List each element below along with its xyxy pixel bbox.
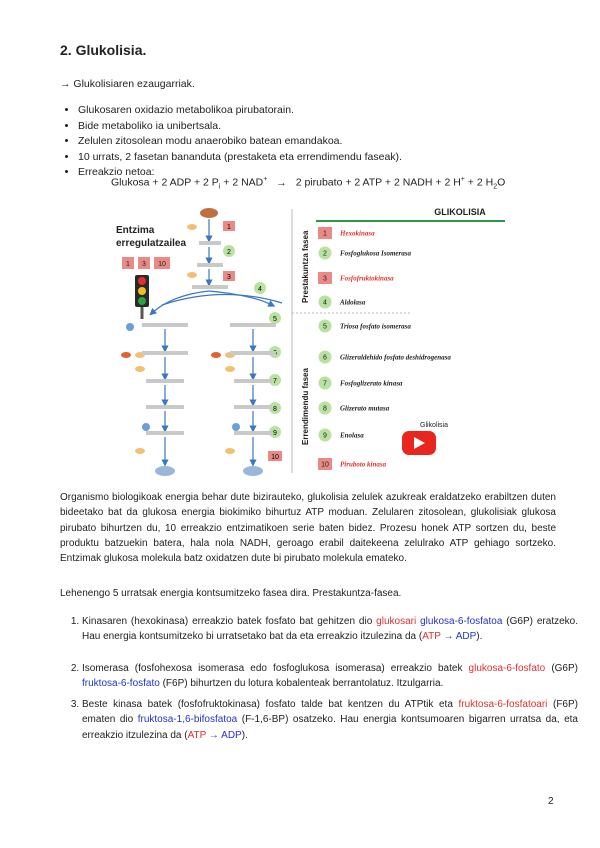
metabolite-blue: fruktosa-6-fosfato — [82, 677, 160, 689]
metabolite-red: glukosari — [376, 616, 417, 627]
step-text: (F-1,6-BP) osatzeko. Hau energia kontsumoaren bigarren urratsa da, eta erreakzio itzulezina da ( — [82, 714, 578, 741]
eq-sup: + — [263, 176, 268, 183]
step-text: (G6P) — [545, 662, 578, 674]
step-text: Isomerasa (fosfohexosa isomerasa edo fosfoglukosa isomerasa) erreakzio batek — [82, 662, 469, 674]
enzyme-name: Triosa fosfato isomerasa — [340, 322, 411, 331]
enzyme-name: Aldolasa — [340, 298, 366, 307]
section-heading: 2. Glukolisia. — [60, 42, 147, 58]
step-text: ). — [476, 631, 483, 643]
eq-sup2: + — [460, 176, 465, 183]
eq-tail: + 2 H — [464, 176, 494, 189]
figure-title: GLIKOLISIA — [434, 207, 486, 217]
metabolite-blue: fruktosa-1,6-bifosfatoa — [137, 714, 238, 726]
list-item: • 10 urrats, 2 fasetan bananduta (prestaketa eta errendimendu faseak). — [78, 150, 402, 166]
metabolite-blue: glukosa-6-fosfatoa — [420, 616, 503, 627]
reg-box-label: 1 — [126, 261, 130, 268]
reg-box-label: 10 — [158, 261, 166, 268]
preparation-pathway — [152, 208, 282, 313]
svg-text:1: 1 — [227, 224, 231, 231]
enzyme-number: 7 — [323, 380, 327, 388]
step-text: (G6P) eratzeko. Hau energia kontsumitzeko bi urratsetako bat da eta erreakzio itzulezina da ( — [82, 616, 578, 643]
enzyme-number: 10 — [321, 461, 329, 469]
enzyme-number: 2 — [323, 250, 327, 258]
enzyme-name: Fosfofruktokinasa — [340, 274, 394, 283]
enzyme-label-line2: erregulatzailea — [116, 238, 187, 249]
video-caption: Glikolisia — [420, 422, 449, 429]
enzyme-name: Hexokinasa — [340, 229, 375, 238]
enzyme-name: Fosfoglukosa Isomerasa — [340, 249, 411, 258]
svg-text:9: 9 — [273, 430, 277, 437]
list-item: • Glukosaren oxidazio metabolikoa pirubatorain. — [78, 103, 402, 119]
list-item — [82, 661, 578, 692]
adp-label: ADP — [455, 631, 477, 643]
body-paragraph: Organismo biologikoak energia behar dute bizirauteko, glukolisia zelulek azukreak eraldatzeko erabiltzen duten bideetako bat da glukosa energia biokimiko bihurtuz ATP moduan. Zelularen zitosolean, glukolisiak glukosa pirubato bihurtzen du, 10 erreakzio entzimatikoen serie baten bidez. Prozesu honek ATP sortzen du, beste produktu batzuekin batera, hala nola NADH, geroago erabil daitekeena zelulrako ATP gehiago sortzeko. Entzimak glukosa molekula batz oxidatzen dute bi pirubato molekula emateko. — [60, 492, 556, 565]
yield-pathway — [121, 323, 276, 476]
eq-arrow: → — [276, 176, 287, 189]
step-text: (F6P) ematen dio — [82, 699, 578, 726]
enzyme-label-line1: Entzima — [116, 225, 155, 236]
enzyme-name: Fosfoglizerato kinasa — [340, 379, 403, 388]
metabolite-red: fruktosa-6-fosfatoari — [458, 699, 548, 711]
svg-text:3: 3 — [227, 274, 231, 281]
features-list — [62, 103, 402, 181]
traffic-light-icon — [135, 275, 149, 319]
eq-left: Glukosa + 2 ADP + 2 P — [111, 176, 219, 189]
glycolysis-figure — [112, 205, 507, 480]
enzyme-number: 3 — [323, 275, 327, 283]
phase-label-yield: Errendimendu fasea — [301, 368, 310, 445]
svg-text:5: 5 — [273, 316, 277, 323]
svg-text:4: 4 — [258, 286, 262, 293]
list-item: • Erreakzio netoa: — [78, 165, 402, 181]
step-text: Kinasaren (hexokinasa) erreakzio batek fosfato bat gehitzen dio — [82, 616, 377, 627]
enzyme-name: Piruboto kinasa — [340, 460, 387, 469]
enzyme-name: Glizerato mutasa — [340, 404, 390, 413]
list-item — [82, 697, 578, 743]
atp-label: ATP — [422, 631, 441, 643]
enzyme-number: 8 — [323, 405, 327, 413]
eq-sub: i — [218, 183, 221, 191]
steps-list — [60, 614, 578, 751]
phase-intro-line: Lehenengo 5 urratsak energia kontsumitzeko fasea dira. Prestakuntza-fasea. — [60, 588, 402, 599]
step-text: (F6P) bihurtzen du lotura kobalenteak berrantolatuz. Itzulgarria. — [159, 677, 444, 689]
list-item: • Bide metaboliko ia unibertsala. — [78, 119, 402, 135]
step-text: ). — [241, 729, 248, 741]
enzyme-name: Glizeraldehido fosfato deshidrogenasa — [340, 353, 451, 362]
enzyme-number: 9 — [323, 432, 327, 440]
enzyme-number: 6 — [323, 354, 327, 362]
eq-end: O — [497, 176, 506, 189]
eq-right: 2 pirubato + 2 ATP + 2 NADH + 2 H — [295, 176, 461, 189]
intro-line: → Glukolisiaren ezaugarriak. — [60, 78, 195, 90]
page-number: 2 — [548, 796, 554, 807]
enzyme-number: 5 — [323, 323, 327, 331]
phase-label-preparation: Prestakuntza fasea — [301, 230, 310, 303]
video-play-icon[interactable] — [402, 431, 436, 455]
eq-sub2: 2 — [493, 183, 498, 191]
enzyme-name: Enolasa — [340, 431, 364, 440]
svg-text:8: 8 — [273, 406, 277, 413]
atp-label: ATP — [187, 729, 207, 741]
list-item: • Zelulen zitosolean modu anaerobiko batean emandakoa. — [78, 134, 402, 150]
svg-text:2: 2 — [227, 249, 231, 256]
svg-text:10: 10 — [271, 454, 279, 461]
enzyme-number: 1 — [323, 230, 327, 238]
reg-box-label: 3 — [142, 261, 146, 268]
glycolysis-diagram — [112, 205, 507, 480]
eq-mid: + 2 NAD — [220, 176, 264, 189]
arrow-label: → — [440, 631, 456, 643]
adp-label: ADP — [221, 729, 242, 741]
arrow-label: → — [206, 729, 222, 741]
list-item — [82, 614, 578, 645]
svg-text:7: 7 — [273, 378, 277, 385]
step-text: Beste kinasa batek (fosfofruktokinasa) fosfato talde bat kentzen du ATPtik eta — [82, 699, 459, 711]
metabolite-red: glukosa-6-fosfato — [468, 662, 546, 674]
net-equation — [111, 176, 505, 191]
enzyme-number: 4 — [323, 299, 327, 307]
